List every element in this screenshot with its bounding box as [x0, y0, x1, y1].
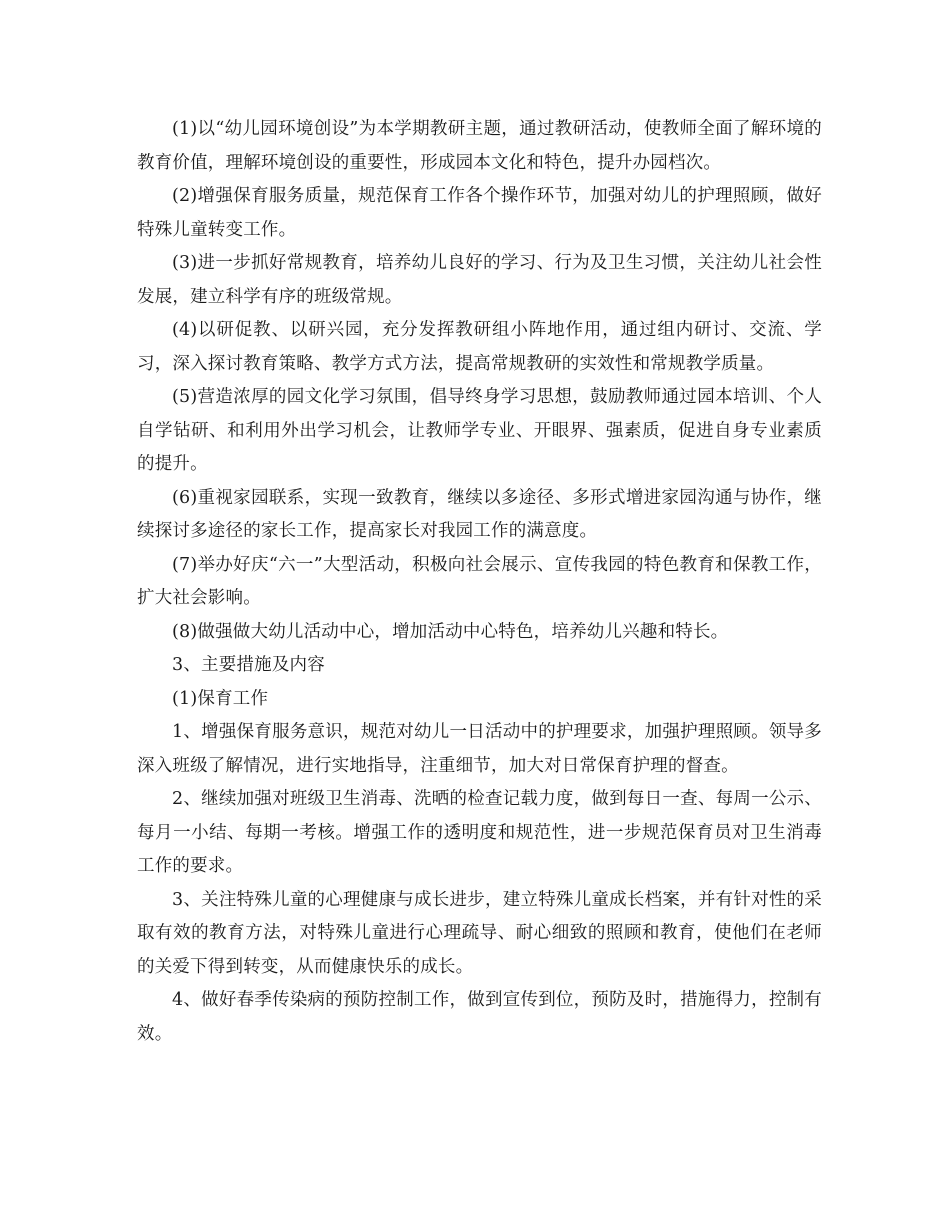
paragraph-measure-1: 1、增强保育服务意识，规范对幼儿一日活动中的护理要求，加强护理照顾。领导多深入班级了解情况，进行实地指导，注重细节，加大对日常保育护理的督查。 [137, 722, 822, 776]
document-body [137, 113, 822, 1051]
paragraph-goal-4: (4)以研促教、以研兴园，充分发挥教研组小阵地作用，通过组内研讨、交流、学习，深入探讨教育策略、教学方式方法，提高常规教研的实效性和常规教学质量。 [137, 320, 822, 374]
paragraph-goal-5: (5)营造浓厚的园文化学习氛围，倡导终身学习思想，鼓励教师通过园本培训、个人自学钻研、和利用外出学习机会，让教师学专业、开眼界、强素质，促进自身专业素质的提升。 [137, 387, 822, 474]
section-heading-measures: 3、主要措施及内容 [172, 655, 325, 675]
paragraph-measure-3: 3、关注特殊儿童的心理健康与成长进步，建立特殊儿童成长档案，并有针对性的采取有效的教育方法，对特殊儿童进行心理疏导、耐心细致的照顾和教育，使他们在老师的关爱下得到转变，从而健康快乐的成长。 [137, 889, 822, 977]
paragraph-goal-8: (8)做强做大幼儿活动中心，增加活动中心特色，培养幼儿兴趣和特长。 [172, 621, 729, 642]
paragraph-goal-3: (3)进一步抓好常规教育，培养幼儿良好的学习、行为及卫生习惯，关注幼儿社会性发展，建立科学有序的班级常规。 [137, 253, 822, 307]
paragraph-measure-4: 4、做好春季传染病的预防控制工作，做到宣传到位，预防及时，措施得力，控制有效。 [137, 990, 822, 1044]
paragraph-goal-2: (2)增强保育服务质量，规范保育工作各个操作环节，加强对幼儿的护理照顾，做好特殊儿童转变工作。 [137, 186, 822, 240]
paragraph-goal-6: (6)重视家园联系，实现一致教育，继续以多途径、多形式增进家园沟通与协作，继续探讨多途径的家长工作，提高家长对我园工作的满意度。 [137, 487, 822, 541]
paragraph-measure-2: 2、继续加强对班级卫生消毒、洗晒的检查记载力度，做到每日一查、每周一公示、每月一小结、每期一考核。增强工作的透明度和规范性，进一步规范保育员对卫生消毒工作的要求。 [137, 789, 822, 876]
subsection-heading-care: (1)保育工作 [172, 688, 269, 709]
paragraph-goal-1: (1)以“幼儿园环境创设”为本学期教研主题，通过教研活动，使教师全面了解环境的教育价值，理解环境创设的重要性，形成园本文化和特色，提升办园档次。 [137, 119, 822, 173]
paragraph-goal-7: (7)举办好庆“六一”大型活动，积极向社会展示、宣传我园的特色教育和保教工作，扩大社会影响。 [137, 554, 822, 608]
